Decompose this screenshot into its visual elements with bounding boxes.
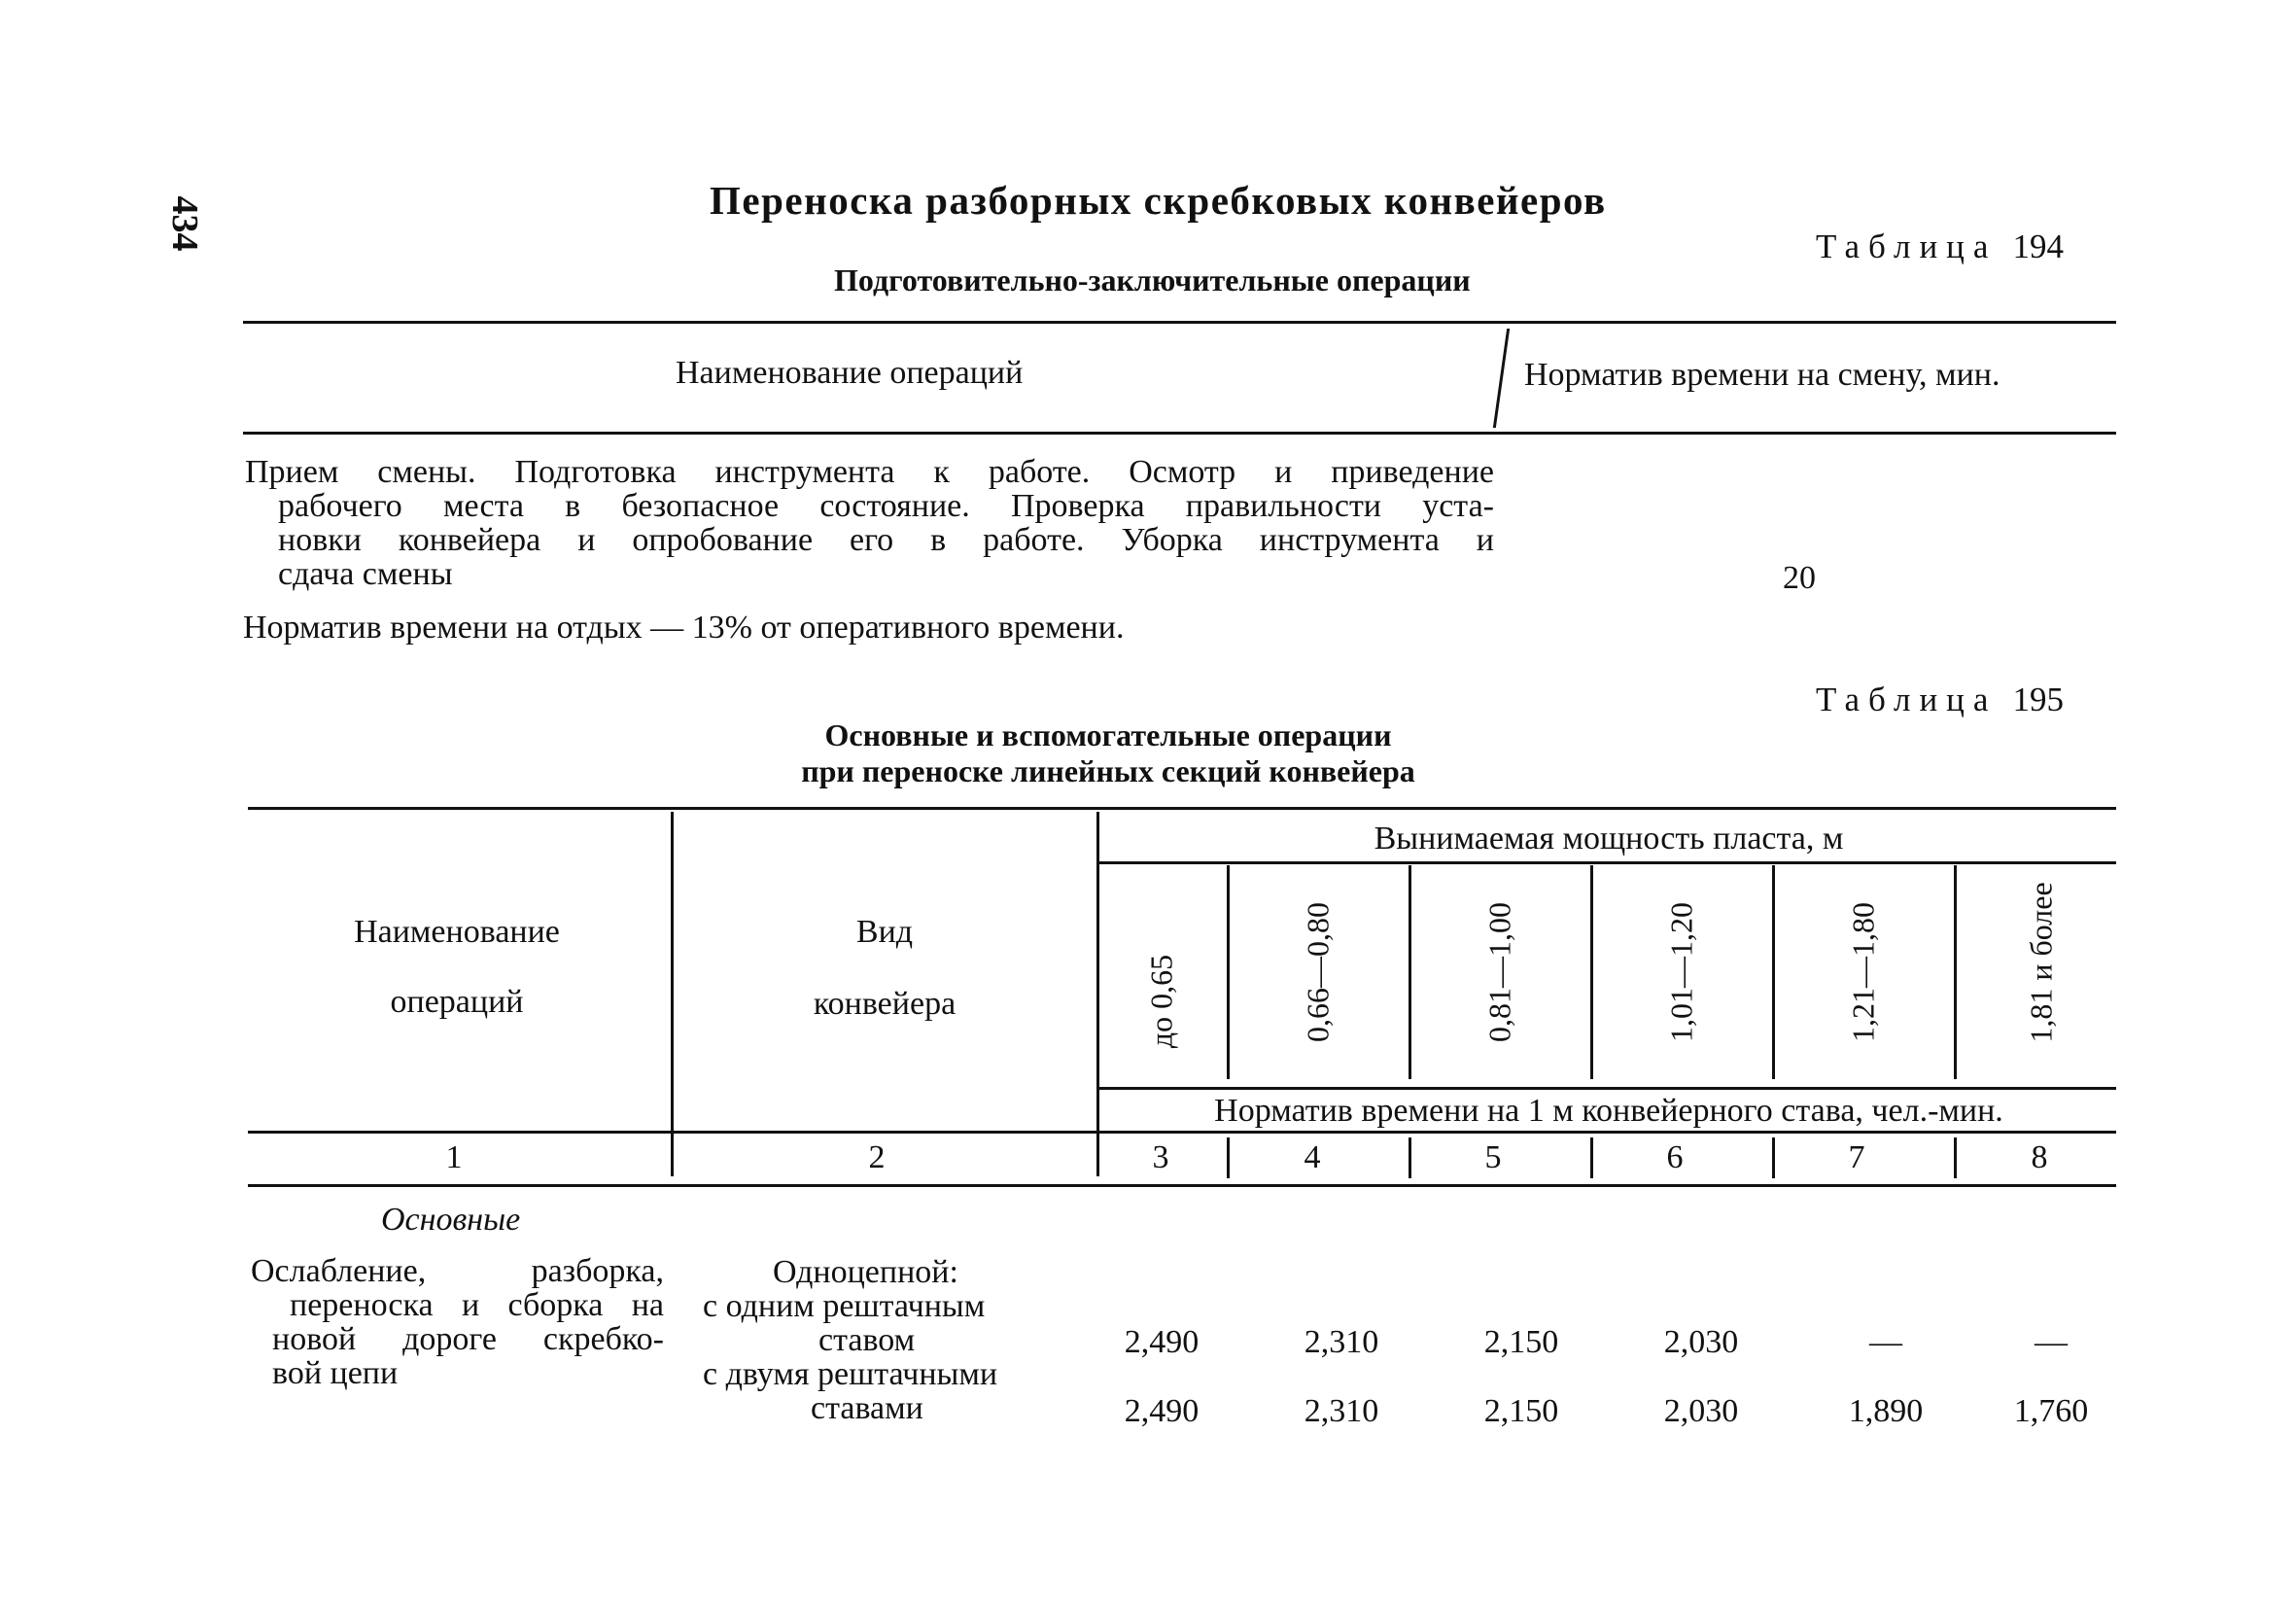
column-number: 4	[1304, 1139, 1321, 1175]
norm-header-top-rule	[1098, 1087, 2116, 1090]
column-number: 8	[2031, 1139, 2048, 1175]
page-title: Переноска разборных скребковых конвейеров	[710, 178, 1607, 223]
thickness-range: 1,01—1,20	[1663, 902, 1699, 1042]
page-number: 434	[164, 195, 205, 252]
variant1-value: 2,030	[1663, 1324, 1739, 1360]
variant2-value: 1,760	[2013, 1393, 2089, 1429]
norm-header: Норматив времени на 1 м конвейерного става, чел.-мин.	[1214, 1093, 2003, 1129]
variant2-value: 2,150	[1483, 1393, 1559, 1429]
col-divider-1	[671, 812, 674, 1176]
table-194-row-line: Прием смены. Подготовка инструмента к работе. Осмотр и приведение	[245, 454, 1494, 490]
operation-cell	[251, 1254, 664, 1390]
col-divider-4	[1409, 865, 1411, 1079]
table-194-label	[1816, 227, 2064, 266]
table-194-subtitle: Подготовительно-заключительные операции	[834, 262, 1471, 297]
operation-line: новой дороге скребко-	[272, 1321, 664, 1357]
table-195-label	[1816, 681, 2064, 719]
variant2-line2: ставами	[811, 1390, 923, 1426]
column-number: 3	[1152, 1139, 1169, 1175]
table-194-label-word: Таблица	[1816, 227, 1998, 265]
table-195-number: 195	[2012, 681, 2064, 718]
column-number: 2	[868, 1139, 886, 1175]
thickness-range: 0,81—1,00	[1481, 902, 1517, 1042]
table-194-header-rule	[243, 432, 2116, 435]
col-num-divider-4	[1409, 1137, 1411, 1178]
variant1-line2: ставом	[818, 1322, 916, 1358]
table-195-top-rule	[248, 807, 2116, 810]
operation-line: Ослабление, разборка,	[251, 1253, 664, 1289]
col-divider-6	[1772, 865, 1775, 1079]
col-num-divider-7	[1954, 1137, 1957, 1178]
col-divider-2	[1096, 812, 1099, 1176]
col-num-divider-5	[1590, 1137, 1593, 1178]
col-divider-5	[1590, 865, 1593, 1079]
column-number: 1	[445, 1139, 463, 1175]
operation-line: переноска и сборка на	[290, 1287, 664, 1323]
col-divider-3	[1227, 865, 1230, 1079]
variant1-value: 2,310	[1304, 1324, 1379, 1360]
table-194-row-line: новки конвейера и опробование его в работе. Уборка инструмента и	[278, 522, 1494, 558]
thickness-range: 1,21—1,80	[1845, 902, 1881, 1042]
column-numbers-rule	[248, 1184, 2116, 1187]
variant1-value: —	[1869, 1324, 1902, 1360]
table-194-row-line: сдача смены	[278, 556, 453, 592]
variant2-line1: с двумя рештачными	[703, 1356, 998, 1392]
variant1-value: —	[2035, 1324, 2068, 1360]
rest-norm-note: Норматив времени на отдых — 13% от оперативного времени.	[243, 610, 1125, 646]
thickness-range: до 0,65	[1143, 954, 1179, 1049]
table-194-number: 194	[2012, 227, 2064, 265]
col1-header-line1: Наименование	[354, 914, 560, 950]
table-194-row-line: рабочего места в безопасное состояние. Проверка правильности уста-	[278, 488, 1494, 524]
table-194-top-rule	[243, 321, 2116, 324]
col-num-divider-3	[1227, 1137, 1230, 1178]
table-195-label-word: Таблица	[1816, 681, 1998, 718]
thickness-group-header: Вынимаемая мощность пласта, м	[1374, 821, 1844, 856]
thickness-group-rule	[1098, 861, 2116, 864]
table-194-col-operation: Наименование операций	[676, 355, 1024, 391]
variant1-value: 2,490	[1124, 1324, 1200, 1360]
thickness-range: 1,81 и более	[2023, 882, 2059, 1043]
col1-header-line2: операций	[390, 984, 524, 1020]
table-194-col-divider	[1493, 329, 1510, 428]
table-194-row-text	[245, 455, 1494, 591]
col-divider-7	[1954, 865, 1957, 1079]
column-number: 6	[1666, 1139, 1684, 1175]
col-num-divider-6	[1772, 1137, 1775, 1178]
variant2-value: 2,490	[1124, 1393, 1200, 1429]
conveyor-type: Одноцепной:	[773, 1254, 958, 1290]
thickness-range: 0,66—0,80	[1300, 902, 1336, 1042]
variant1-value: 2,150	[1483, 1324, 1559, 1360]
section-label: Основные	[381, 1202, 521, 1238]
table-195-subtitle-line2: при переноске линейных секций конвейера	[801, 753, 1415, 788]
column-number: 5	[1484, 1139, 1502, 1175]
variant2-value: 2,030	[1663, 1393, 1739, 1429]
table-194-col-norm: Норматив времени на смену, мин.	[1524, 357, 2000, 393]
col2-header-line1: Вид	[855, 914, 914, 950]
variant2-value: 2,310	[1304, 1393, 1379, 1429]
table-194-row-value: 20	[1783, 560, 1816, 596]
table-195-header-rule	[248, 1131, 2116, 1134]
table-195-subtitle-line1: Основные и вспомогательные операции	[824, 717, 1392, 752]
column-number: 7	[1848, 1139, 1865, 1175]
variant1-line1: с одним рештачным	[703, 1288, 986, 1324]
col2-header-line2: конвейера	[813, 986, 957, 1022]
variant2-value: 1,890	[1848, 1393, 1924, 1429]
operation-line: вой цепи	[272, 1355, 399, 1391]
